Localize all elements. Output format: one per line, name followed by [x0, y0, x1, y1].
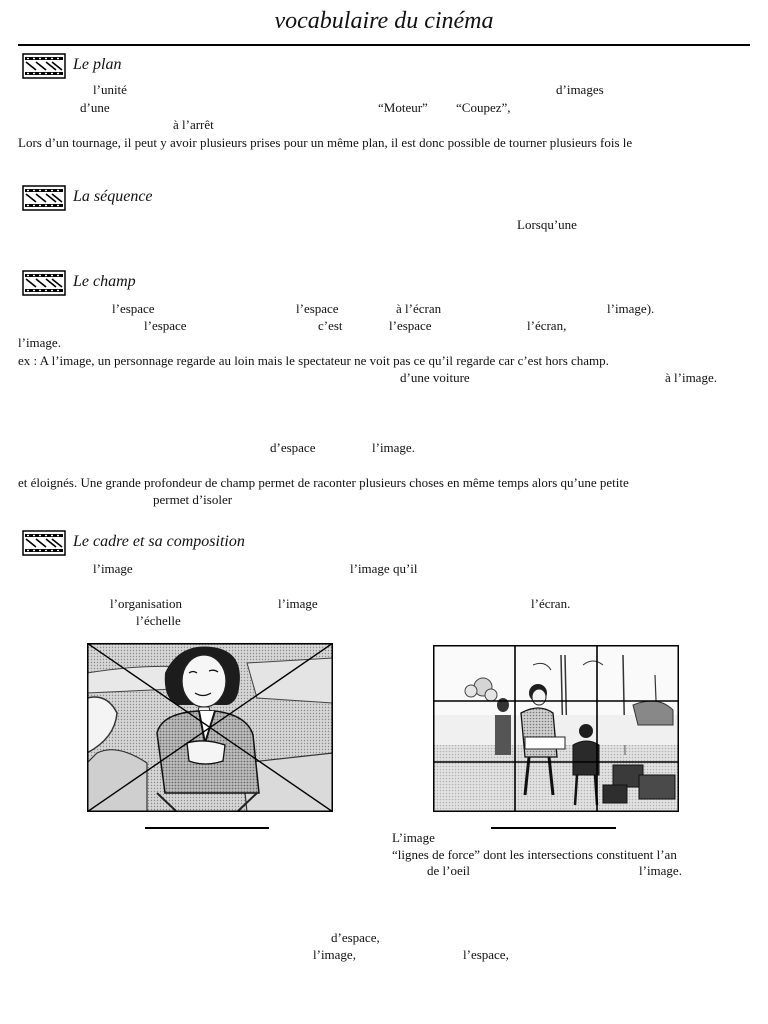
text-fragment: l’espace,	[463, 947, 509, 962]
film-strip-icon	[22, 53, 66, 79]
text-fragment: l’échelle	[136, 613, 181, 628]
text-fragment: d’une	[80, 100, 110, 115]
text-fragment: l’image.	[18, 335, 61, 350]
film-strip-icon	[22, 530, 66, 556]
text-fragment: l’image.	[639, 863, 682, 878]
text-fragment: l’image qu’il	[350, 561, 418, 576]
caption-blank-line	[491, 827, 616, 829]
text-fragment: l’image	[278, 596, 318, 611]
text-fragment: l’espace	[144, 318, 187, 333]
section-heading-sequence: La séquence	[73, 188, 153, 205]
text-fragment: l’unité	[93, 82, 127, 97]
text-fragment: d’une voiture	[400, 370, 470, 385]
text-fragment: l’image	[93, 561, 133, 576]
text-fragment: à l’arrêt	[173, 117, 214, 132]
page-title: vocabulaire du cinéma	[274, 8, 494, 34]
film-strip-icon	[22, 270, 66, 296]
title-divider	[18, 44, 750, 46]
section-heading-cadre: Le cadre et sa composition	[73, 533, 245, 550]
text-fragment: d’images	[556, 82, 604, 97]
rule-of-thirds-illustration	[433, 645, 679, 812]
centered-composition-illustration	[87, 643, 333, 812]
text-line: “lignes de force” dont les intersections constituent l’an	[392, 847, 677, 862]
text-line: et éloignés. Une grande profondeur de champ permet de raconter plusieurs choses en même temps alors qu’une petite	[18, 475, 629, 490]
text-fragment: “Coupez”,	[456, 100, 511, 115]
text-fragment: “Moteur”	[378, 100, 428, 115]
section-heading-plan: Le plan	[73, 56, 122, 73]
text-fragment: c’est	[318, 318, 343, 333]
text-fragment: Lorsqu’une	[517, 217, 577, 232]
text-fragment: L’image	[392, 830, 435, 845]
film-strip-icon	[22, 185, 66, 211]
caption-blank-line	[145, 827, 269, 829]
text-fragment: l’espace	[112, 301, 155, 316]
text-fragment: l’écran.	[531, 596, 571, 611]
text-fragment: l’image,	[313, 947, 356, 962]
text-fragment: à l’écran	[396, 301, 442, 316]
text-fragment: l’organisation	[110, 596, 182, 611]
text-line: ex : A l’image, un personnage regarde au loin mais le spectateur ne voit pas ce qu’il regarde car c’est hors champ.	[18, 353, 609, 368]
text-line: Lors d’un tournage, il peut y avoir plusieurs prises pour un même plan, il est donc possible de tourner plusieurs fois le	[18, 135, 633, 150]
text-fragment: l’écran,	[527, 318, 567, 333]
text-fragment: l’espace	[389, 318, 432, 333]
text-fragment: permet d’isoler	[153, 492, 233, 507]
text-fragment: d’espace	[270, 440, 316, 455]
section-heading-champ: Le champ	[73, 273, 136, 290]
text-fragment: l’image).	[607, 301, 655, 316]
text-fragment: l’espace	[296, 301, 339, 316]
text-fragment: d’espace,	[331, 930, 380, 945]
text-fragment: l’image.	[372, 440, 415, 455]
text-fragment: à l’image.	[665, 370, 717, 385]
text-fragment: de l’oeil	[427, 863, 470, 878]
